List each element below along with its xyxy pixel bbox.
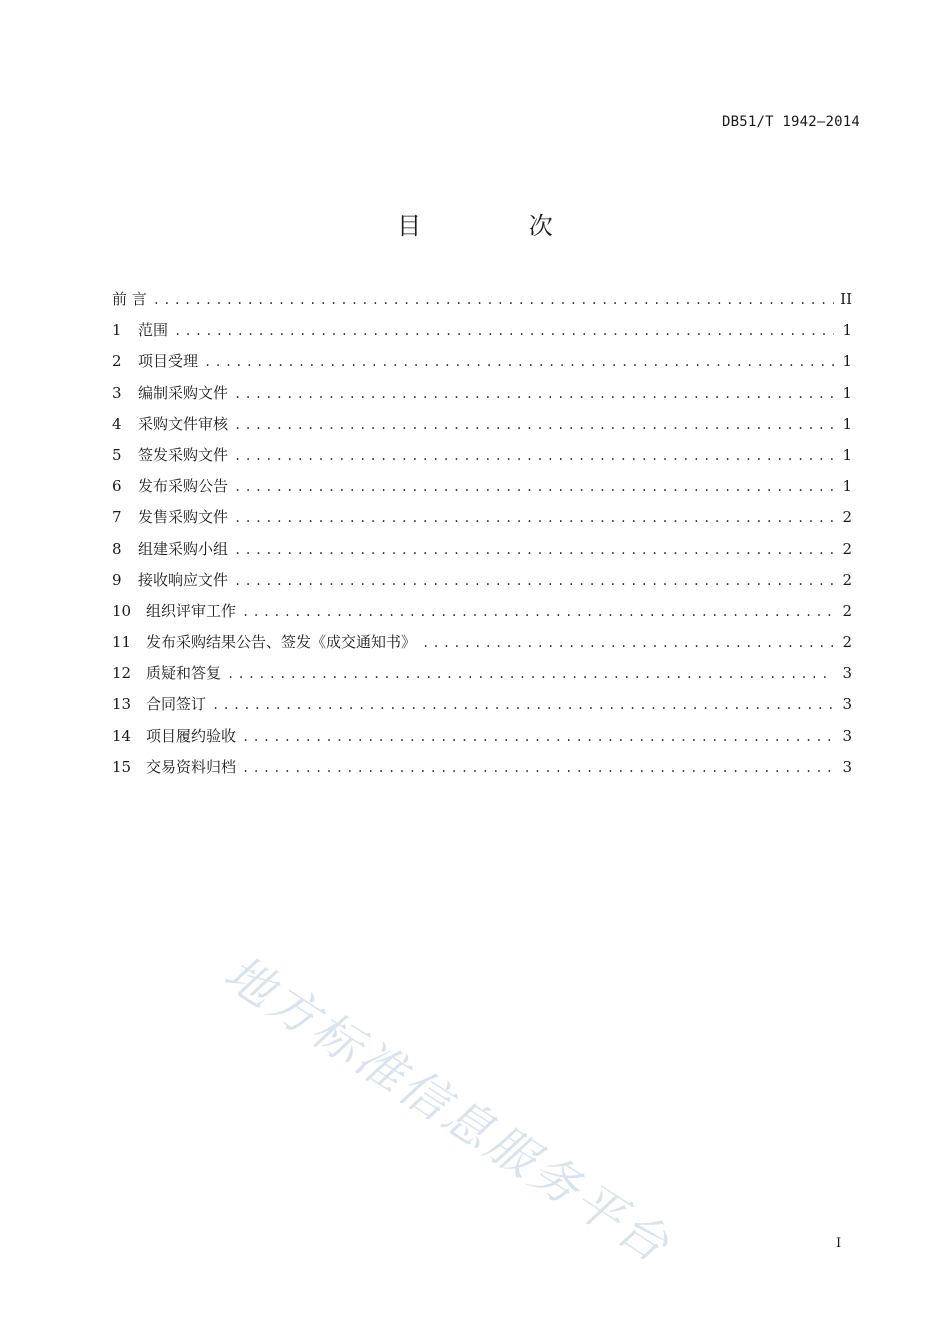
toc-entry-text: 组建采购小组 (138, 539, 229, 558)
toc-entry-text: 发布采购结果公告、签发《成交通知书》 (146, 633, 417, 652)
toc-leader (234, 535, 834, 566)
toc-entry-text: 采购文件审核 (138, 414, 229, 433)
toc-entry-page: II (840, 290, 852, 308)
toc-entry-number: 12 (112, 664, 132, 683)
toc-entry-number: 9 (112, 570, 122, 589)
page-title: 目 次 (397, 212, 603, 240)
toc-leader (234, 503, 834, 534)
toc-leader (242, 753, 834, 784)
toc-entry-page: 2 (842, 601, 852, 620)
page-number: I (836, 1236, 842, 1251)
toc-leader (153, 285, 834, 316)
toc-entry-page: 3 (842, 695, 852, 714)
toc-entry-page: 3 (842, 757, 852, 776)
toc-leader (422, 628, 834, 659)
toc-entry[interactable] (112, 471, 852, 502)
toc-entry-text: 前 言 (112, 290, 147, 308)
toc-entry-text: 发售采购文件 (138, 508, 229, 527)
toc-entry-page: 1 (842, 477, 852, 496)
toc-entry-text: 签发采购文件 (138, 445, 229, 464)
toc-entry[interactable] (112, 565, 852, 596)
toc-entry[interactable] (112, 440, 852, 471)
toc-leader (204, 347, 834, 378)
toc-leader (212, 690, 834, 721)
toc-entry[interactable] (112, 596, 852, 627)
toc-entry-page: 2 (842, 539, 852, 558)
toc-entry[interactable] (112, 378, 852, 409)
toc-entry-number: 7 (112, 508, 122, 527)
toc-leader (242, 722, 834, 753)
toc-entry-text: 发布采购公告 (138, 477, 229, 496)
toc-entry-number: 5 (112, 445, 122, 464)
toc-entry[interactable] (112, 689, 852, 720)
toc-entry-text: 编制采购文件 (138, 383, 229, 402)
toc-entry-page: 1 (842, 414, 852, 433)
toc-entry-page: 2 (842, 633, 852, 652)
toc-leader (234, 441, 834, 472)
toc-entry-number: 10 (112, 601, 132, 620)
toc-entry-number: 3 (112, 383, 122, 402)
toc-leader (234, 472, 834, 503)
toc-entry-preface[interactable] (112, 284, 852, 315)
toc-entry-page: 3 (842, 664, 852, 683)
toc-entry-number: 6 (112, 477, 122, 496)
toc-entry-page: 2 (842, 570, 852, 589)
toc-entry-text: 交易资料归档 (146, 757, 237, 776)
toc-entry[interactable] (112, 658, 852, 689)
toc-entry[interactable] (112, 502, 852, 533)
toc-entry-page: 1 (842, 383, 852, 402)
toc-entry-number: 1 (112, 321, 122, 340)
toc-entry-page: 2 (842, 508, 852, 527)
toc-entry-text: 合同签订 (146, 695, 207, 714)
toc-leader (234, 410, 834, 441)
toc-entry[interactable] (112, 721, 852, 752)
toc-entry[interactable] (112, 627, 852, 658)
toc-entry-page: 1 (842, 445, 852, 464)
toc-entry-page: 1 (842, 352, 852, 371)
toc-entry[interactable] (112, 315, 852, 346)
toc-leader (234, 379, 834, 410)
toc-entry-number: 4 (112, 414, 122, 433)
toc-entry[interactable] (112, 534, 852, 565)
toc-entry-text: 质疑和答复 (146, 664, 222, 683)
toc-entry-number: 8 (112, 539, 122, 558)
toc-leader (174, 316, 834, 347)
table-of-contents (112, 284, 852, 783)
toc-entry-number: 13 (112, 695, 132, 714)
toc-entry-page: 3 (842, 726, 852, 745)
toc-entry-number: 2 (112, 352, 122, 371)
toc-entry-text: 接收响应文件 (138, 570, 229, 589)
toc-entry-text: 范围 (138, 321, 169, 340)
toc-entry-text: 项目履约验收 (146, 726, 237, 745)
toc-entry[interactable] (112, 346, 852, 377)
toc-entry[interactable] (112, 409, 852, 440)
toc-entry-text: 项目受理 (138, 352, 199, 371)
toc-leader (242, 597, 834, 628)
toc-entry-text: 组织评审工作 (146, 601, 237, 620)
toc-leader (227, 659, 834, 690)
watermark: 地方标准信息服务平台 (214, 944, 681, 1275)
toc-entry-number: 15 (112, 757, 132, 776)
toc-leader (234, 566, 834, 597)
toc-entry[interactable] (112, 752, 852, 783)
toc-entry-number: 14 (112, 726, 132, 745)
standard-code: DB51/T 1942—2014 (721, 114, 860, 130)
toc-entry-page: 1 (842, 321, 852, 340)
toc-entry-number: 11 (112, 633, 132, 652)
